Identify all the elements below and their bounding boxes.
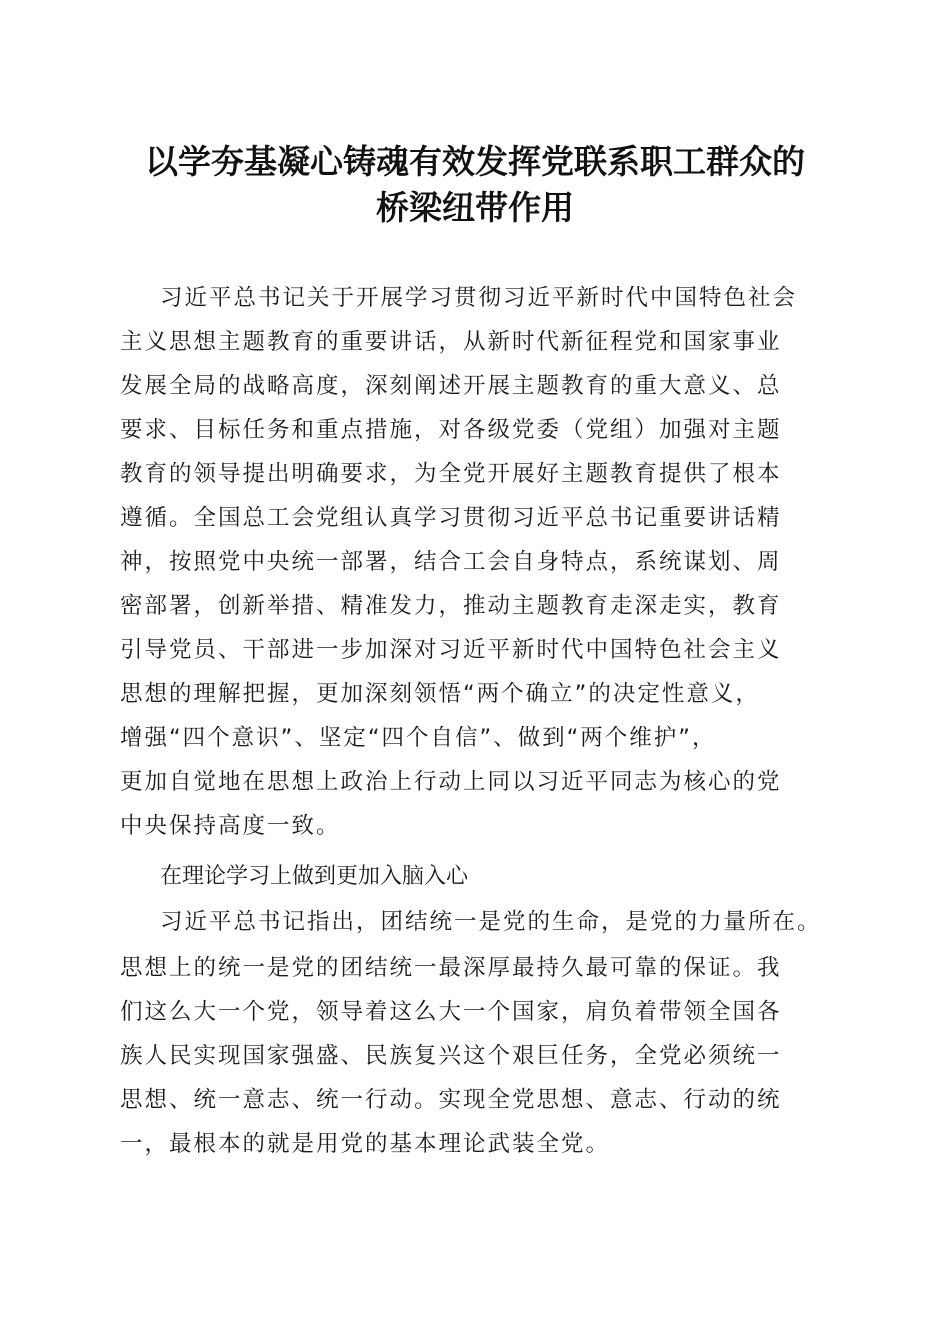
paragraph-1-line: 引导党员、干部进一步加深对习近平新时代中国特色社会主义 <box>120 637 782 663</box>
paragraph-2-line: 思想上的统一是党的团结统一最深厚最持久最可靠的保证。我 <box>120 955 782 981</box>
paragraph-1-line: 中央保持高度一致。 <box>120 813 341 839</box>
paragraph-1-line: 遵循。全国总工会党组认真学习贯彻习近平总书记重要讲话精 <box>120 505 782 531</box>
paragraph-1-line: 神，按照党中央统一部署，结合工会自身特点，系统谋划、周 <box>120 549 782 575</box>
paragraph-2-line: 们这么大一个党，领导着这么大一个国家，肩负着带领全国各 <box>120 999 782 1025</box>
paragraph-2-line: 一，最根本的就是用党的基本理论武装全党。 <box>120 1131 611 1157</box>
paragraph-1-line: 要求、目标任务和重点措施，对各级党委（党组）加强对主题 <box>120 417 782 443</box>
paragraph-1-line: 密部署，创新举措、精准发力，推动主题教育走深走实，教育 <box>120 593 782 619</box>
paragraph-1-line: 增强“四个意识”、坚定“四个自信”、做到“两个维护”， <box>120 725 717 751</box>
document-title-line-1: 以学夯基凝心铸魂有效发挥党联系职工群众的 <box>145 142 805 181</box>
section-subheading: 在理论学习上做到更加入脑入心 <box>160 864 469 889</box>
paragraph-1-line: 更加自觉地在思想上政治上行动上同以习近平同志为核心的党 <box>120 769 782 795</box>
paragraph-1-line: 发展全局的战略高度，深刻阐述开展主题教育的重大意义、总 <box>120 373 782 399</box>
paragraph-2-line: 思想、统一意志、统一行动。实现全党思想、意志、行动的统 <box>120 1087 782 1113</box>
paragraph-1-line: 思想的理解把握，更加深刻领悟“两个确立”的决定性意义， <box>120 681 760 707</box>
document-title-line-2: 桥梁纽带作用 <box>376 188 574 227</box>
paragraph-1-line: 主义思想主题教育的重要讲话，从新时代新征程党和国家事业 <box>120 329 782 355</box>
paragraph-1-line: 习近平总书记关于开展学习贯彻习近平新时代中国特色社会 <box>160 285 798 311</box>
paragraph-2-line: 习近平总书记指出，团结统一是党的生命，是党的力量所在。 <box>160 909 822 935</box>
paragraph-1-line: 教育的领导提出明确要求，为全党开展好主题教育提供了根本 <box>120 461 782 487</box>
paragraph-2-line: 族人民实现国家强盛、民族复兴这个艰巨任务，全党必须统一 <box>120 1043 782 1069</box>
